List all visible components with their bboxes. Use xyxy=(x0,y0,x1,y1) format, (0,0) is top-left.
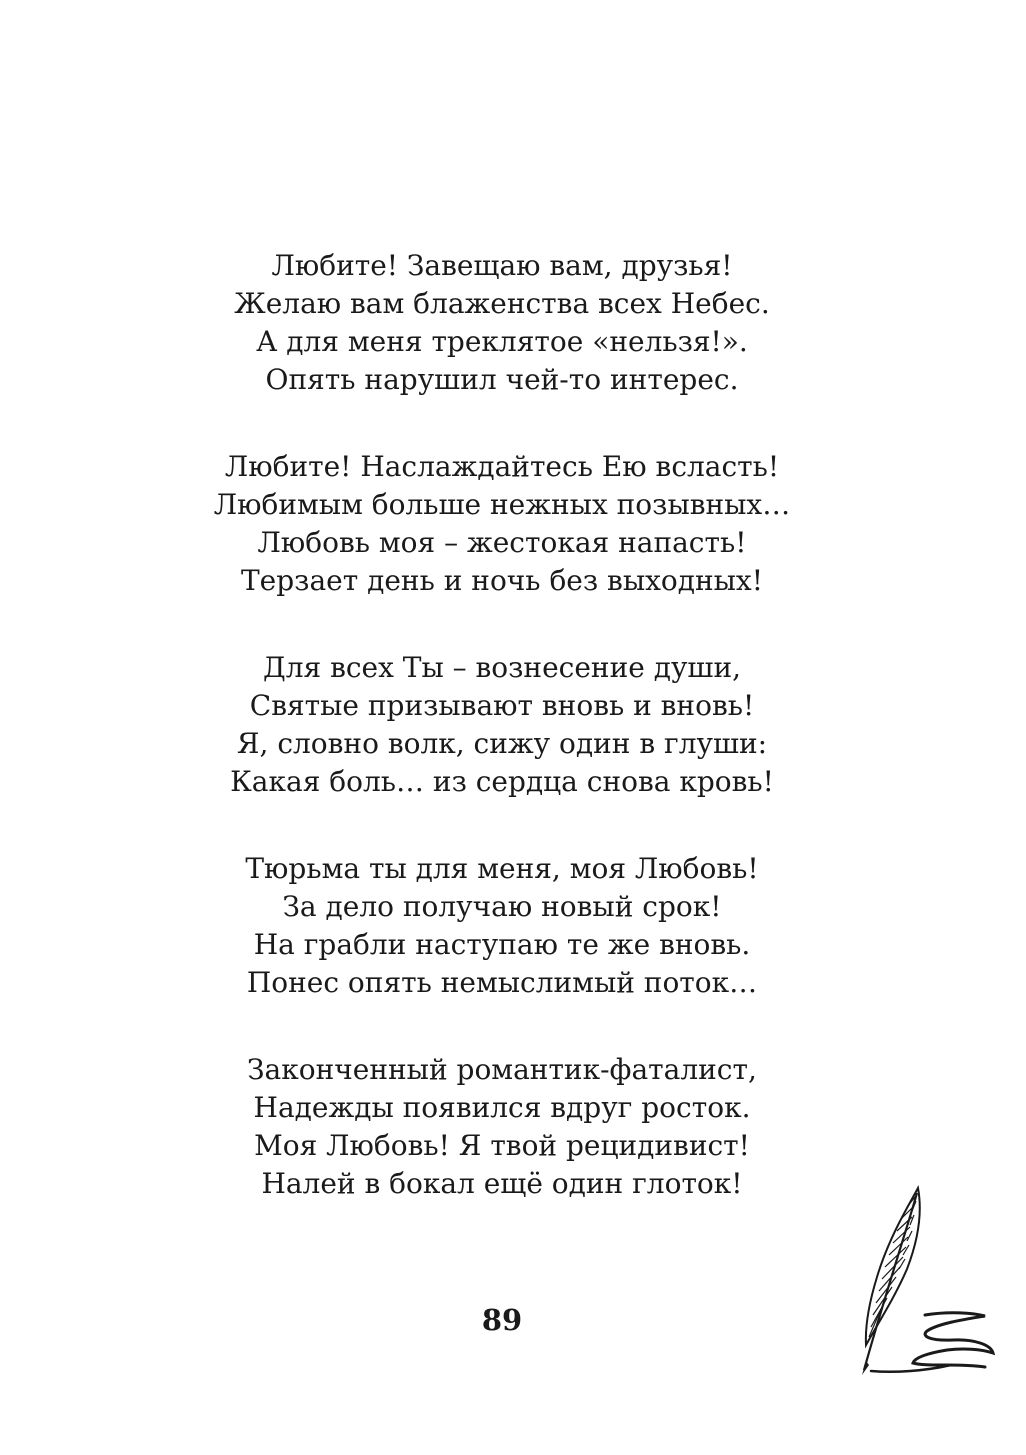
poem-line: Моя Любовь! Я твой рецидивист! xyxy=(254,1129,750,1162)
poem-line: Любите! Завещаю вам, друзья! xyxy=(271,249,733,282)
stanza-1 xyxy=(0,247,1004,399)
stanza-3 xyxy=(0,649,1004,801)
poem xyxy=(0,247,1004,1252)
poem-line: Опять нарушил чей-то интерес. xyxy=(265,363,739,396)
poem-line: Налей в бокал ещё один глоток! xyxy=(261,1167,743,1200)
stanza-5 xyxy=(0,1051,1004,1203)
stanza-4 xyxy=(0,850,1004,1002)
page-number: 89 xyxy=(481,1303,523,1337)
poem-line: Терзает день и ночь без выходных! xyxy=(241,564,763,597)
poem-line: Понес опять немыслимый поток… xyxy=(246,966,758,999)
poem-line: Законченный романтик-фаталист, xyxy=(247,1053,757,1086)
poem-line: Надежды появился вдруг росток. xyxy=(253,1091,751,1124)
poem-line: Я, словно волк, сижу один в глуши: xyxy=(236,727,768,760)
poem-line: За дело получаю новый срок! xyxy=(282,890,722,923)
stanza-2 xyxy=(0,448,1004,600)
poem-line: А для меня треклятое «нельзя!». xyxy=(256,325,748,358)
poem-line: Святые призывают вновь и вновь! xyxy=(249,689,755,722)
poem-line: Какая боль… из сердца снова кровь! xyxy=(230,765,774,798)
poem-line: Тюрьма ты для меня, моя Любовь! xyxy=(245,852,759,885)
poem-line: Желаю вам блаженства всех Небес. xyxy=(234,287,770,320)
quill-pen-icon xyxy=(855,1185,995,1385)
poem-line: Любите! Наслаждайтесь Ею всласть! xyxy=(224,450,780,483)
poem-line: Любовь моя – жестокая напасть! xyxy=(257,526,747,559)
poem-line: Любимым больше нежных позывных… xyxy=(213,488,791,521)
poem-line: На грабли наступаю те же вновь. xyxy=(253,928,751,961)
poem-line: Для всех Ты – вознесение души, xyxy=(262,651,742,684)
